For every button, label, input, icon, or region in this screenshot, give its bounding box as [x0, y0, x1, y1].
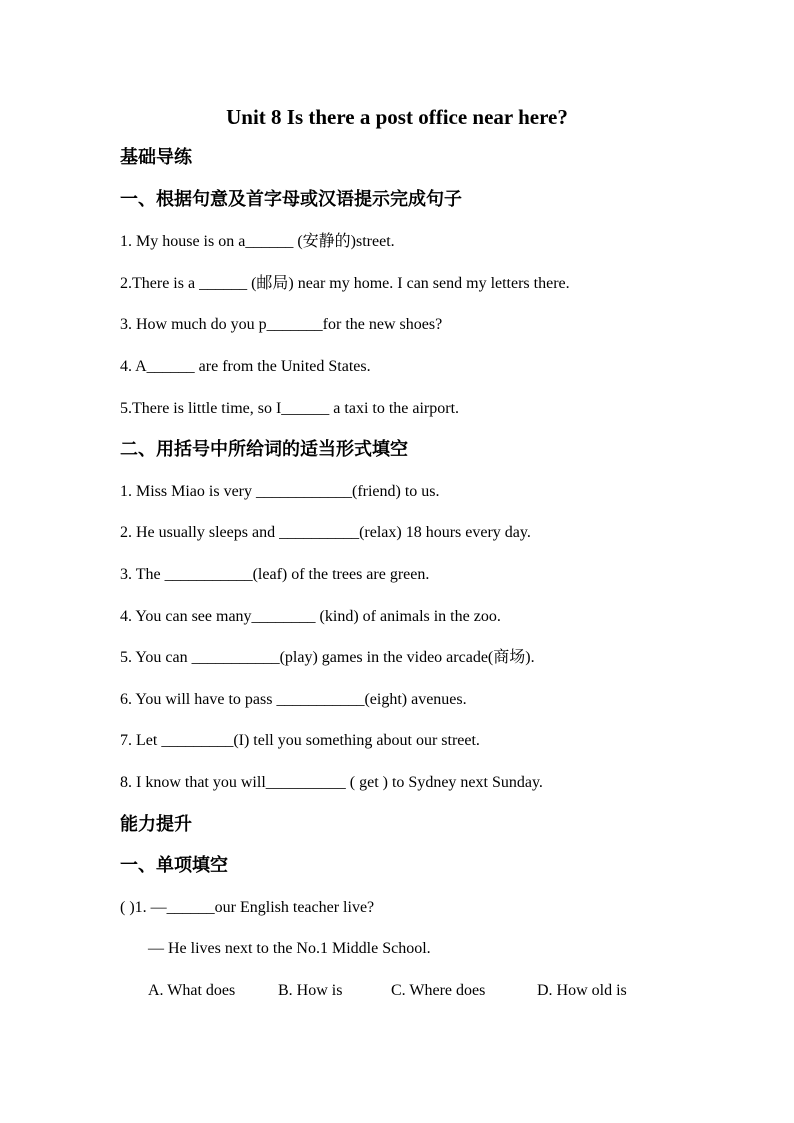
option-a: A. What does — [148, 982, 236, 999]
exercise-item: 3. The ___________(leaf) of the trees are green. — [120, 566, 430, 583]
part-heading-complete-sentences: 一、根据句意及首字母或汉语提示完成句子 — [120, 189, 462, 210]
page-title: Unit 8 Is there a post office near here? — [226, 105, 568, 129]
question-answer-line: — He lives next to the No.1 Middle School. — [148, 940, 431, 957]
exercise-item: 1. Miss Miao is very ____________(friend) to us. — [120, 483, 440, 500]
part-heading-multiple-choice: 一、单项填空 — [120, 855, 228, 876]
exercise-item: 1. My house is on a______ (安静的)street. — [120, 233, 395, 250]
exercise-item: 2.There is a ______ (邮局) near my home. I can send my letters there. — [120, 275, 570, 292]
exercise-item: 8. I know that you will__________ ( get ) to Sydney next Sunday. — [120, 774, 543, 791]
exercise-item: 3. How much do you p_______for the new shoes? — [120, 316, 443, 333]
exercise-item: 6. You will have to pass ___________(eight) avenues. — [120, 691, 467, 708]
part-heading-word-forms: 二、用括号中所给词的适当形式填空 — [120, 439, 408, 460]
option-d: D. How old is — [537, 982, 627, 999]
section-heading-basic: 基础导练 — [120, 147, 192, 168]
section-heading-advanced: 能力提升 — [120, 814, 192, 835]
option-c: C. Where does — [391, 982, 486, 999]
exercise-item: 4. You can see many________ (kind) of animals in the zoo. — [120, 608, 501, 625]
exercise-item: 4. A______ are from the United States. — [120, 358, 371, 375]
exercise-item: 7. Let _________(I) tell you something about our street. — [120, 732, 480, 749]
question-stem: ( )1. —______our English teacher live? — [120, 899, 375, 916]
exercise-item: 5. You can ___________(play) games in the video arcade(商场). — [120, 649, 535, 666]
exercise-item: 2. He usually sleeps and __________(relax) 18 hours every day. — [120, 524, 531, 541]
exercise-item: 5.There is little time, so I______ a taxi to the airport. — [120, 400, 460, 417]
option-b: B. How is — [278, 982, 343, 999]
